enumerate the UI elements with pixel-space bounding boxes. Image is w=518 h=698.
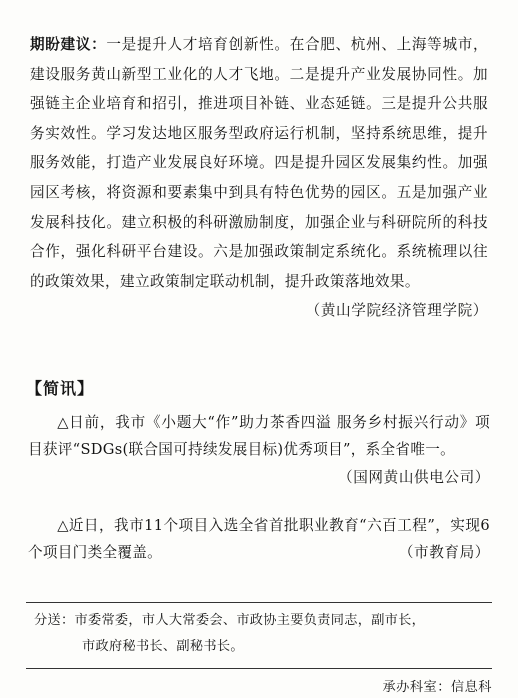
distribution-line-2: 市政府秘书长、副秘书长。 [82,639,244,654]
bulletin-item-source: （国网黄山供电公司） [338,468,490,486]
expectations-paragraph [30,30,488,326]
organizer-line: 承办科室：信息科 [382,680,492,695]
distribution-label: 分送： [34,613,75,628]
bulletin-item [28,512,490,567]
distribution-line-1: 市委常委，市人大常委会、市政协主要负责同志，副市长， [74,613,426,628]
distribution-block [34,608,484,660]
divider-bottom [26,668,492,669]
bulletin-item-text: △近日，我市11个项目入选全省首批职业教育“六百工程”，实现6个项目门类全覆盖。 [28,517,490,562]
bulletin-heading: 【简讯】 [26,379,95,398]
expectations-lead: 期盼建议： [30,36,107,53]
bulletin-item-text: △日前，我市《小题大“作”助力茶香四溢 服务乡村振兴行动》项目获评“SDGs(联合国可持续发展目标)优秀项目”，系全省唯一。 [28,414,490,459]
expectations-source: （黄山学院经济管理学院） [305,302,488,320]
expectations-body: 一是提升人才培育创新性。在合肥、杭州、上海等城市，建设服务黄山新型工业化的人才飞地。二是提升产业发展协同性。加强链主企业培育和招引，推进项目补链、业态延链。三是提升公共服务实效性。学习发达地区服务型政府运行机制，坚持系统思维，提升服务效能，打造产业发展良好环境。四是提升园区发展集约性。加强园区考核，将资源和要素集中到具有特色优势的园区。五是加强产业发展科技化。建立积极的科研激励制度，加强企业与科研院所的科技合作，强化科研平台建设。六是加强政策制定系统化。系统梳理以往的政策效果，建立政策制定联动机制，提升政策落地效果。 [30,36,488,290]
divider-top [26,602,492,603]
bulletin-item [28,409,490,491]
bulletin-item-source: （市教育局） [398,544,490,562]
